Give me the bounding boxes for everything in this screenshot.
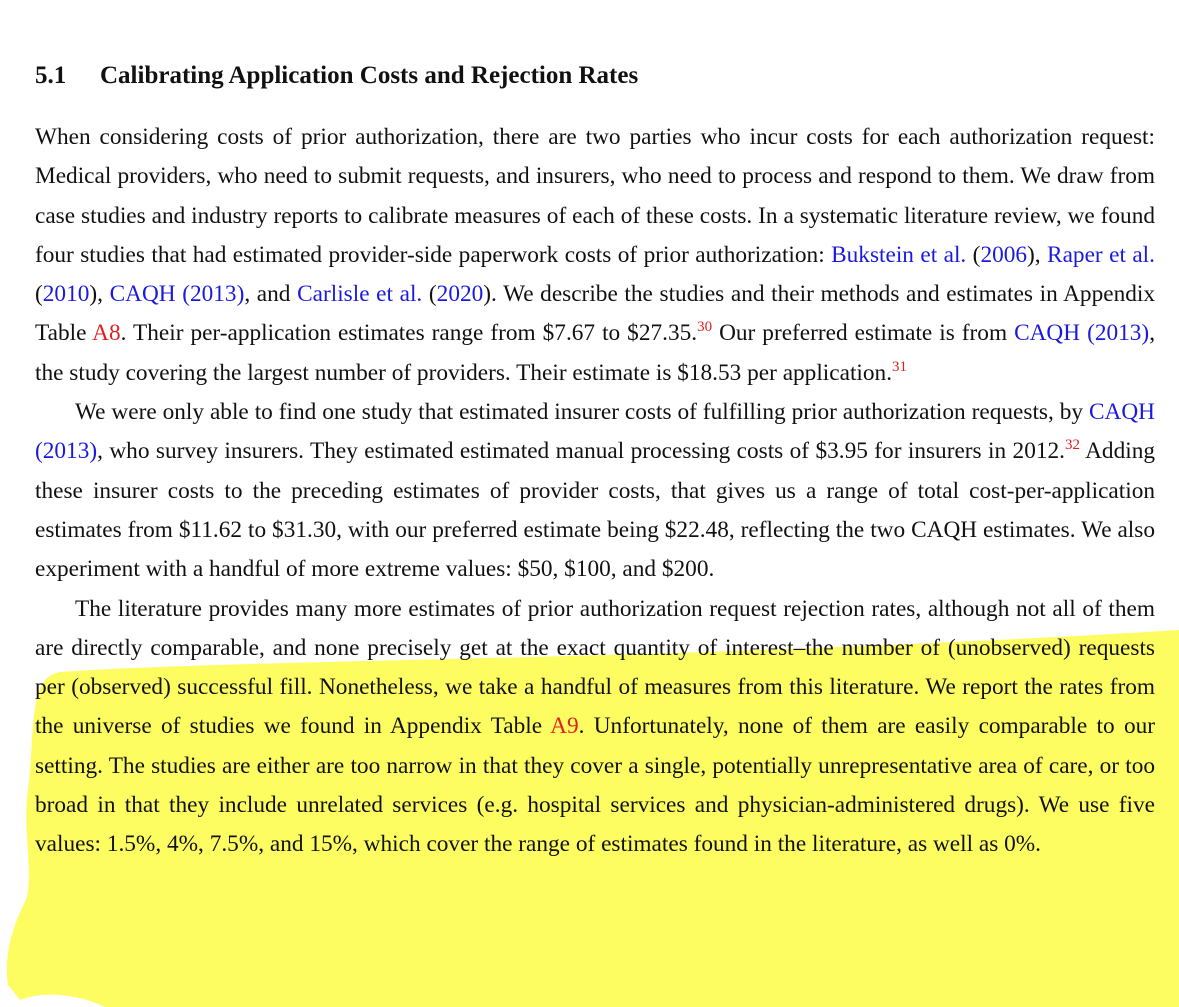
citation-raper-year[interactable]: 2010 bbox=[42, 281, 90, 308]
paragraph-rejection-rates bbox=[35, 590, 1155, 865]
text-run: Adding these insurer costs to the preceding estimates of provider costs, that gives us a range of total cost-per-application estimates from $11.62 to $31.30, with our preferred estimate being $22.48, reflecting the two CAQH estimates. We also experiment with a handful of more extreme values: $50, $100, and $200. bbox=[35, 438, 1155, 583]
citation-caqh[interactable]: CAQH (2013) bbox=[109, 281, 245, 308]
section-title: Calibrating Application Costs and Rejection Rates bbox=[100, 62, 639, 89]
citation-carlisle-year[interactable]: 2020 bbox=[436, 281, 484, 308]
paper-page bbox=[35, 56, 1155, 865]
citation-caqh-2[interactable]: CAQH (2013) bbox=[1014, 320, 1150, 347]
text-run: , who survey insurers. They estimated estimated manual processing costs of $3.95 for insurers in 2012. bbox=[97, 438, 1065, 465]
section-number: 5.1 bbox=[35, 62, 67, 89]
citation-bukstein-year[interactable]: 2006 bbox=[980, 241, 1028, 268]
text-run: We were only able to find one study that estimated insurer costs of fulfilling prior authorization requests, by bbox=[75, 399, 1089, 426]
citation-caqh-3[interactable]: CAQH (2013) bbox=[35, 399, 1155, 465]
text-run: . We describe the studies and their methods and estimates in Appendix Table bbox=[35, 281, 1155, 347]
section-heading bbox=[35, 56, 1155, 96]
citation-carlisle[interactable]: Carlisle et al. bbox=[297, 281, 423, 308]
paragraph-insurer-costs bbox=[35, 393, 1155, 589]
text-run: , the study covering the largest number of providers. Their estimate is $18.53 per application. bbox=[35, 320, 1156, 386]
text-run: . Unfortunately, none of them are easily comparable to our setting. The studies are either are too narrow in that they cover a single, potentially unrepresentative area of care, or too broad in that they include unrelated services (e.g. hospital services and physician-administered drugs). We use five values: 1.5%, 4%, 7.5%, and 15%, which cover the range of estimates found in the literature, as well as 0%. bbox=[35, 713, 1155, 858]
footnote-30[interactable]: 30 bbox=[697, 319, 713, 336]
table-ref-a8[interactable]: A8 bbox=[92, 320, 121, 347]
text-run: The literature provides many more estimates of prior authorization request rejection rates, although not all of them are directly comparable, and none precisely get at the exact quantity of interest–the number of (unobserved) requests per (observed) successful fill. Nonetheless, we take a handful of measures from this literature. We report the rates from the universe of studies we found in Appendix Table bbox=[35, 595, 1155, 740]
text-run: . Their per-application estimates range from $7.67 to $27.35. bbox=[120, 320, 698, 347]
footnote-32[interactable]: 32 bbox=[1064, 437, 1080, 454]
citation-raper[interactable]: Raper et al. bbox=[1047, 241, 1155, 268]
text-run: Our preferred estimate is from bbox=[712, 320, 1015, 347]
paragraph-provider-costs: When considering costs of prior authorization, there are two parties who incur costs for each authorization request: Medical providers, who need to submit requests, and insurers, who need to process and respond to them. We draw from case studies and industry reports to calibrate measures of each of these costs. In a systematic literature review, we found four studies that had estimated provider-side paperwork costs of prior authorization: Bukstein et al. (2006), Raper et al. (2010), CAQH (2013), and Carlisle et al. (2020). We describe the studies and their methods and estimates in Appendix Table A8. Their per-application estimates range from $7.67 to $27.35.30 Our preferred estimate is from CAQH (2013), the study covering the largest number of providers. Their estimate is $18.53 per application.$^{31}$ bbox=[35, 124, 1156, 386]
table-ref-a9[interactable]: A9 bbox=[550, 713, 579, 740]
citation-bukstein[interactable]: Bukstein et al. bbox=[831, 241, 967, 268]
text-run: When considering costs of prior authorization, there are two parties who incur costs for each authorization request: Medical providers, who need to submit requests, and insurers, who need to process and respond to them. We draw from case studies and industry reports to calibrate measures of each of these costs. In a systematic literature review, we found four studies that had estimated provider-side paperwork costs of prior authorization: bbox=[35, 124, 1155, 268]
footnote-31[interactable]: 31 bbox=[892, 358, 908, 375]
